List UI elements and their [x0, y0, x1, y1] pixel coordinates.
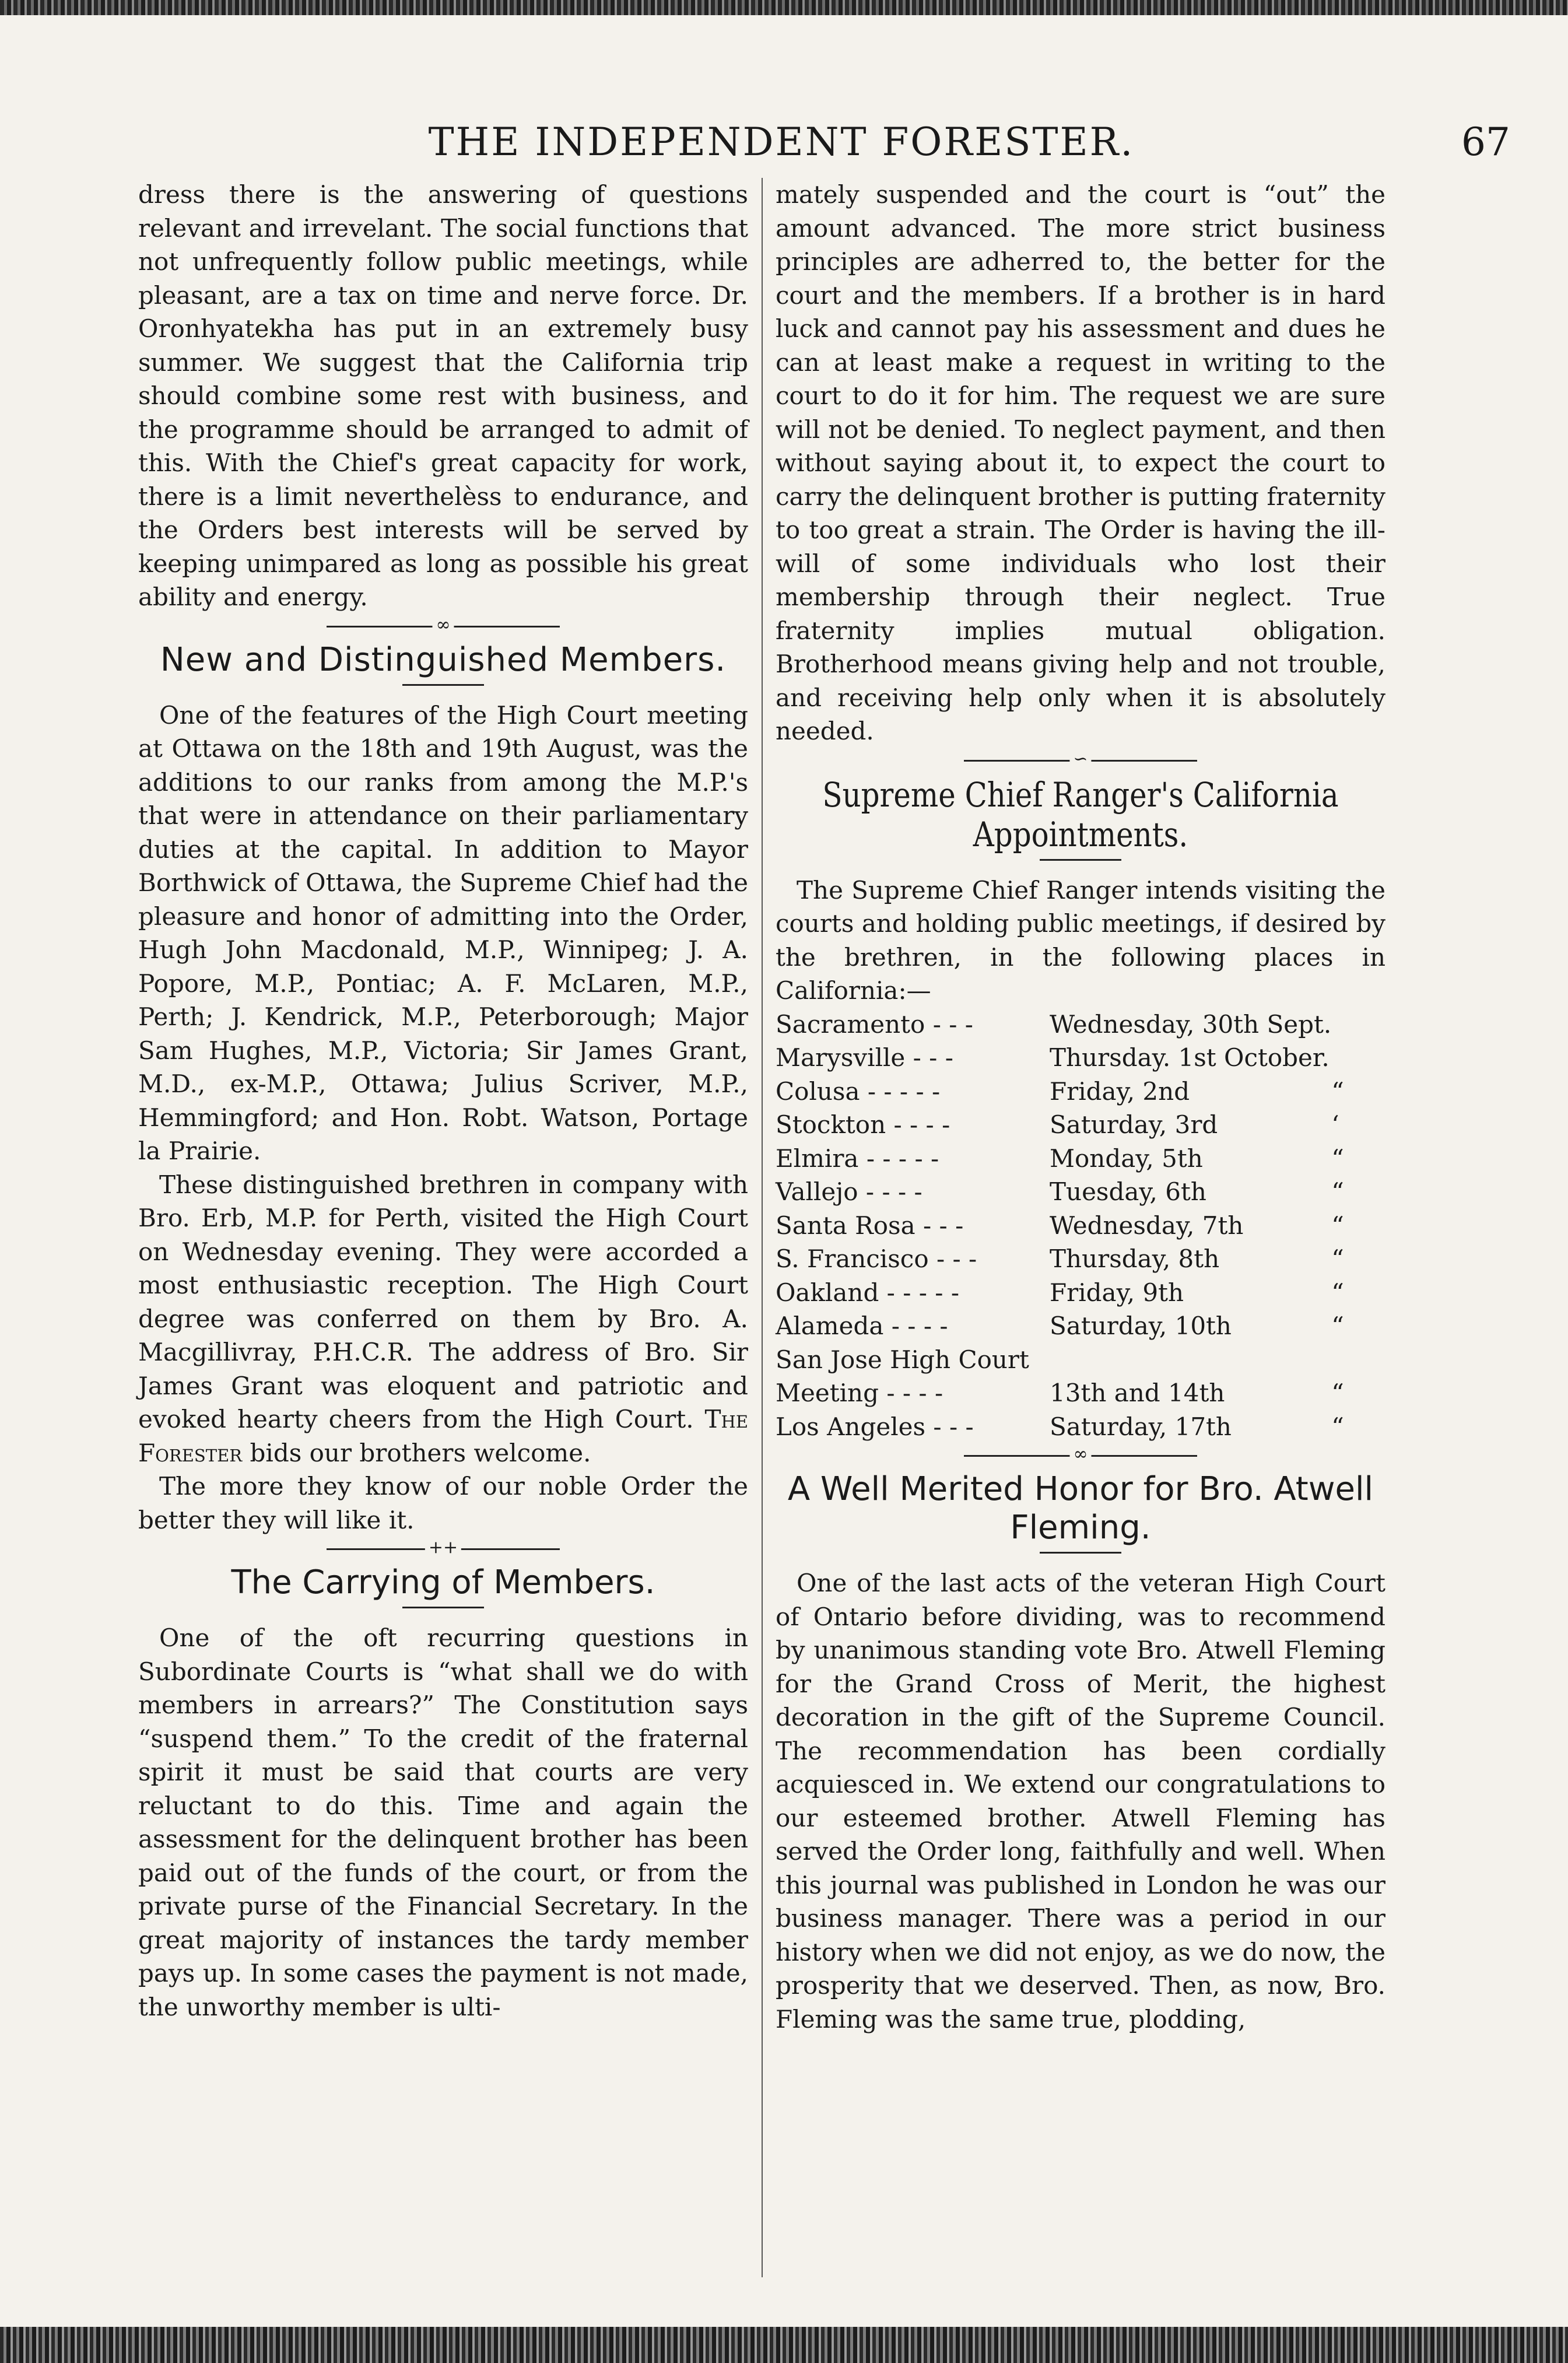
schedule-ditto: “ — [1331, 1077, 1344, 1106]
paper-name: The Forester — [138, 1405, 748, 1467]
schedule-place: Marysville - - - — [776, 1043, 953, 1072]
schedule-date: 13th and 14th — [1050, 1379, 1225, 1407]
schedule-ditto: “ — [1331, 1144, 1344, 1173]
schedule-date — [1050, 1343, 1331, 1377]
schedule-ditto — [1331, 1343, 1385, 1377]
section-heading-carrying-members: The Carrying of Members. — [231, 1563, 655, 1601]
schedule-row — [776, 1209, 1385, 1243]
section-heading-new-members: New and Distinguished Members. — [160, 640, 727, 679]
running-title: THE INDEPENDENT FORESTER. — [428, 120, 1135, 164]
schedule-row — [776, 1276, 1385, 1310]
schedule-ditto: “ — [1331, 1177, 1344, 1206]
schedule-row — [776, 1008, 1385, 1042]
schedule-date: Tuesday, 6th — [1050, 1177, 1206, 1206]
schedule-row — [776, 1376, 1385, 1410]
schedule-table — [776, 1008, 1385, 1444]
schedule-date: Wednesday, 30th Sept. — [1050, 1009, 1332, 1039]
schedule-date: Friday, 2nd — [1050, 1077, 1190, 1106]
section-heading-well-merited-honor: A Well Merited Honor for Bro. Atwell Fleming. — [787, 1470, 1374, 1547]
schedule-ditto: “ — [1331, 1278, 1344, 1307]
schedule-place: S. Francisco - - - — [776, 1244, 977, 1273]
section-heading-california-appointments: Supreme Chief Ranger's California Appointments. — [822, 774, 1339, 854]
scan-edge-bottom — [0, 2327, 1568, 2363]
schedule-place: Sacramento - - - — [776, 1009, 973, 1039]
heading-rule — [1040, 1552, 1121, 1554]
schedule-ditto — [1331, 1008, 1385, 1042]
schedule-place: Elmira - - - - - — [776, 1144, 939, 1173]
heading-rule — [1040, 859, 1121, 861]
paragraph: One of the last acts of the veteran High Court of Ontario before dividing, was to recommend by unanimous standing vote Bro. Atwell Fleming for the Grand Cross of Merit, the highest decoration in the gift of the Supreme Council. The recommendation has been cordially acquiesced in. We extend our congratulations to our esteemed brother. Atwell Fleming has served the Order long, faithfully and well. When this journal was published in London he was our business manager. There was a period in our history when we did not enjoy, as we do now, the prosperity that we deserved. Then, as now, Bro. Fleming was the same true, plodding, — [776, 1569, 1385, 2034]
section-ornament: ∞ — [776, 1443, 1385, 1467]
scan-edge-top — [0, 0, 1568, 15]
heading-rule — [402, 684, 484, 686]
schedule-place: Colusa - - - - - — [776, 1077, 941, 1106]
heading-rule — [402, 1607, 484, 1608]
paragraph: One of the oft recurring questions in Subordinate Courts is “what shall we do with members in arrears?” The Constitution says “suspend them.” To the credit of the fraternal spirit it must be said that courts are very reluctant to do this. Time and again the assessment for the delinquent brother has been paid out of the funds of the court, or from the private purse of the Financial Secretary. In the great majority of instances the tardy member pays up. In some cases the payment is not made, the unworthy member is ulti- — [138, 1624, 748, 2021]
schedule-ditto — [1331, 1041, 1385, 1075]
schedule-date: Wednesday, 7th — [1050, 1211, 1244, 1240]
paragraph: The more they know of our noble Order the better they will like it. — [138, 1472, 748, 1534]
page-number: 67 — [1461, 120, 1510, 164]
schedule-place: Alameda - - - - — [776, 1312, 948, 1340]
schedule-ditto: “ — [1331, 1379, 1344, 1407]
schedule-date: Saturday, 10th — [1050, 1312, 1232, 1340]
schedule-date: Saturday, 3rd — [1050, 1110, 1218, 1139]
schedule-row — [776, 1075, 1385, 1109]
section-ornament: ++ — [138, 1537, 748, 1560]
schedule-row — [776, 1242, 1385, 1276]
section-ornament: ∽ — [776, 748, 1385, 772]
schedule-row — [776, 1041, 1385, 1075]
page-header — [35, 120, 1528, 172]
schedule-ditto: “ — [1331, 1412, 1344, 1441]
schedule-date: Friday, 9th — [1050, 1278, 1184, 1307]
schedule-place: Santa Rosa - - - — [776, 1211, 964, 1240]
schedule-ditto: “ — [1331, 1244, 1344, 1273]
schedule-row — [776, 1343, 1385, 1377]
continued-paragraph: mately suspended and the court is “out” the amount advanced. The more strict business principles are adherred to, the better for the court and the members. If a brother is in hard luck and cannot pay his assessment and dues he can at least make a request in writing to the court to do it for him. The request we are sure will not be denied. To neglect payment, and then without saying about it, to expect the court to carry the delinquent brother is putting fraternity to too great a strain. The Order is having the ill-will of some individuals who lost their membership through their neglect. True fraternity implies mutual obligation. Brotherhood means giving help and not trouble, and receiving help only when it is absolutely needed. — [776, 180, 1385, 745]
schedule-row — [776, 1410, 1385, 1444]
schedule-ditto: “ — [1331, 1211, 1344, 1240]
schedule-row — [776, 1175, 1385, 1209]
continued-paragraph: dress there is the answering of questions relevant and irrevelant. The social functions that not unfrequently follow public meetings, while pleasant, are a tax on time and nerve force. Dr. Oronhyatekha has put in an extremely busy summer. We suggest that the California trip should combine some rest with business, and the programme should be arranged to admit of this. With the Chief's great capacity for work, there is a limit neverthelèss to endurance, and the Orders best interests will be served by keeping unimpared as long as possible his great ability and energy. — [138, 180, 748, 611]
schedule-place: Vallejo - - - - — [776, 1177, 922, 1206]
paragraph: One of the features of the High Court meeting at Ottawa on the 18th and 19th August, was the additions to our ranks from among the M.P.'s that were in attendance on their parliamentary duties at the capital. In addition to Mayor Borthwick of Ottawa, the Supreme Chief had the pleasure and honor of admitting into the Order, Hugh John Macdonald, M.P., Winnipeg; J. A. Popore, M.P., Pontiac; A. F. McLaren, M.P., Perth; J. Kendrick, M.P., Peterborough; Major Sam Hughes, M.P., Victoria; Sir James Grant, M.D., ex-M.P., Ottawa; Julius Scriver, M.P., Hemmingford; and Hon. Robt. Watson, Portage la Prairie. — [138, 700, 748, 1165]
right-column — [776, 178, 1385, 2036]
schedule-place: Oakland - - - - - — [776, 1278, 960, 1307]
schedule-ditto: “ — [1331, 1312, 1344, 1340]
section-ornament: ∞ — [138, 614, 748, 637]
schedule-place: San Jose High Court — [776, 1345, 1029, 1374]
schedule-ditto: ‘ — [1331, 1110, 1339, 1139]
schedule-row — [776, 1142, 1385, 1176]
schedule-place: Los Angeles - - - — [776, 1412, 974, 1441]
schedule-place: Stockton - - - - — [776, 1110, 950, 1139]
schedule-date: Monday, 5th — [1050, 1144, 1203, 1173]
schedule-row — [776, 1309, 1385, 1343]
column-divider — [762, 178, 763, 2277]
paragraph — [138, 1168, 748, 1470]
schedule-date: Thursday, 8th — [1050, 1244, 1220, 1273]
left-column — [138, 178, 748, 2024]
paragraph: The Supreme Chief Ranger intends visiting the courts and holding public meetings, if desired by the brethren, in the following places in California:— — [776, 875, 1385, 1005]
schedule-date: Thursday. 1st October. — [1050, 1043, 1330, 1072]
schedule-place: Meeting - - - - — [776, 1379, 943, 1407]
schedule-row — [776, 1108, 1385, 1142]
paragraph-lead: These distinguished brethren in company with Bro. Erb, M.P. for Perth, visited the High Court on Wednesday evening. They were accorded a most enthusiastic reception. The High Court degree was conferred on them by Bro. A. Macgillivray, P.H.C.R. The address of Bro. Sir James Grant was eloquent and patriotic and evoked hearty cheers from the High Court. — [138, 1170, 748, 1433]
paragraph-tail: bids our brothers welcome. — [250, 1438, 591, 1467]
schedule-date: Saturday, 17th — [1050, 1412, 1232, 1441]
